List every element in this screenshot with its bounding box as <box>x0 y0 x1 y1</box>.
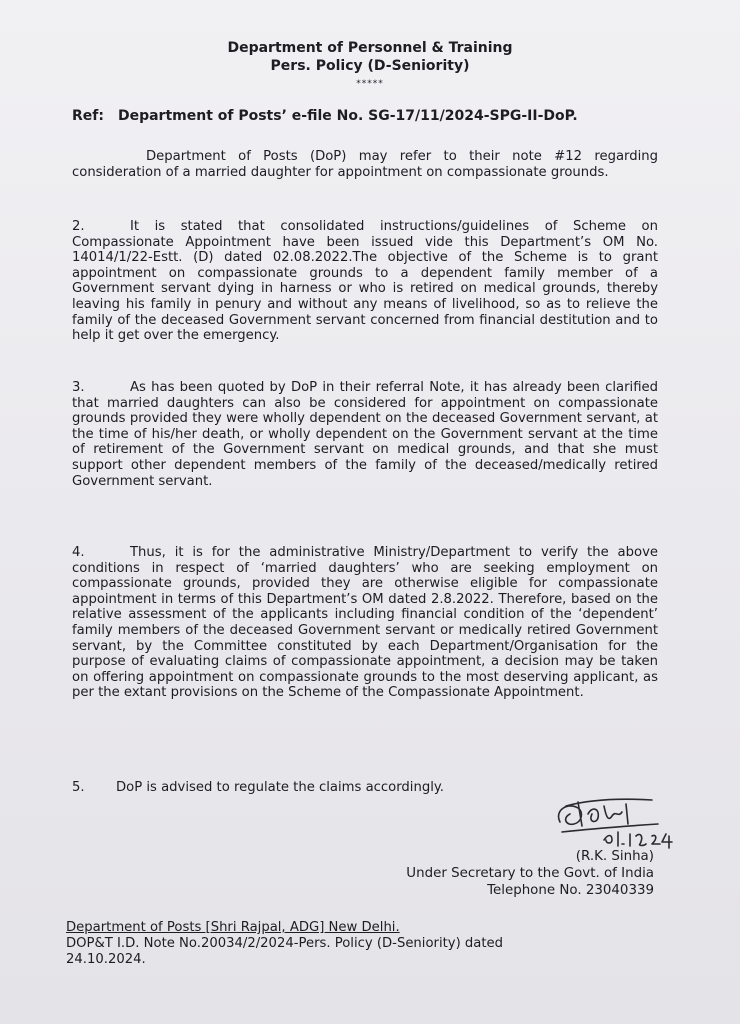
paragraph-2 <box>72 219 658 344</box>
section-heading: Pers. Policy (D-Seniority) <box>270 58 470 74</box>
id-note-date: 24.10.2024. <box>66 952 146 967</box>
paragraph-1 <box>72 149 658 180</box>
reference-line <box>72 108 578 124</box>
reference-label: Ref: <box>72 108 104 124</box>
paragraph-4-text: Thus, it is for the administrative Ministry/Department to verify the above conditions in respect of ‘married daughters’ who are seeking employment on compassionate grounds, provided they are otherwise eligible for compassionate appointment in terms of this Department’s OM dated 2.8.2022. Therefore, based on the relative assessment of the applicants including financial condition of the ‘dependent’ family members of the deceased Government servant or medically retired Government servant, by the Committee constituted by each Department/Organisation for the purpose of evaluating claims of compassionate appointment, a decision may be taken on offering appointment on compassionate grounds to the most deserving applicant, as per the extant provisions on the Scheme of the Compassionate Appointment. <box>72 545 658 701</box>
department-heading: Department of Personnel & Training <box>227 40 513 56</box>
reference-text: Department of Posts’ e-file No. SG-17/11/2024-SPG-II-DoP. <box>117 108 578 124</box>
paragraph-3-text: As has been quoted by DoP in their referral Note, it has already been clarified that married daughters can also be considered for appointment on compassionate grounds provided they were wholly dependent on the deceased Government servant, at the time of his/her death, or wholly dependent on the Government servant at the time of retirement of the Government servant on medical grounds, and that she must support other dependent members of the family of the deceased/medically retired Government servant. <box>72 380 658 489</box>
id-note-line: DOP&T I.D. Note No.20034/2/2024-Pers. Policy (D-Seniority) dated <box>66 936 504 951</box>
paragraph-5-number: 5. <box>72 780 85 795</box>
heading-stars: ***** <box>356 79 384 89</box>
addressee-line: Department of Posts [Shri Rajpal, ADG] New Delhi. <box>66 920 400 935</box>
signatory-telephone: Telephone No. 23040339 <box>487 883 654 898</box>
paragraph-4 <box>72 545 658 701</box>
document-footer <box>66 920 503 968</box>
handwritten-signature <box>548 792 708 852</box>
signatory-name: (R.K. Sinha) <box>575 849 654 864</box>
paragraph-2-text: It is stated that consolidated instructions/guidelines of Scheme on Compassionate Appointment have been issued vide this Department’s OM No. 14014/1/22-Estt. (D) dated 02.08.2022.The objective of the Scheme is to grant appointment on compassionate grounds to a dependent family member of a Government servant dying in harness or who is retired on medical grounds, thereby leaving his family in penury and without any means of livelihood, so as to relieve the family of the deceased Government servant concerned from financial destitution and to help it get over the emergency. <box>72 219 658 344</box>
paragraph-3 <box>72 380 658 489</box>
paragraph-3-number: 3. <box>72 380 85 395</box>
signature-block <box>406 848 654 899</box>
signatory-designation: Under Secretary to the Govt. of India <box>406 866 654 881</box>
paragraph-1-text: Department of Posts (DoP) may refer to their note #12 regarding consideration of a married daughter for appointment on compassionate grounds. <box>72 149 658 180</box>
paragraph-4-number: 4. <box>72 545 85 560</box>
paragraph-5-text: DoP is advised to regulate the claims accordingly. <box>116 780 444 795</box>
paragraph-2-number: 2. <box>72 219 85 234</box>
